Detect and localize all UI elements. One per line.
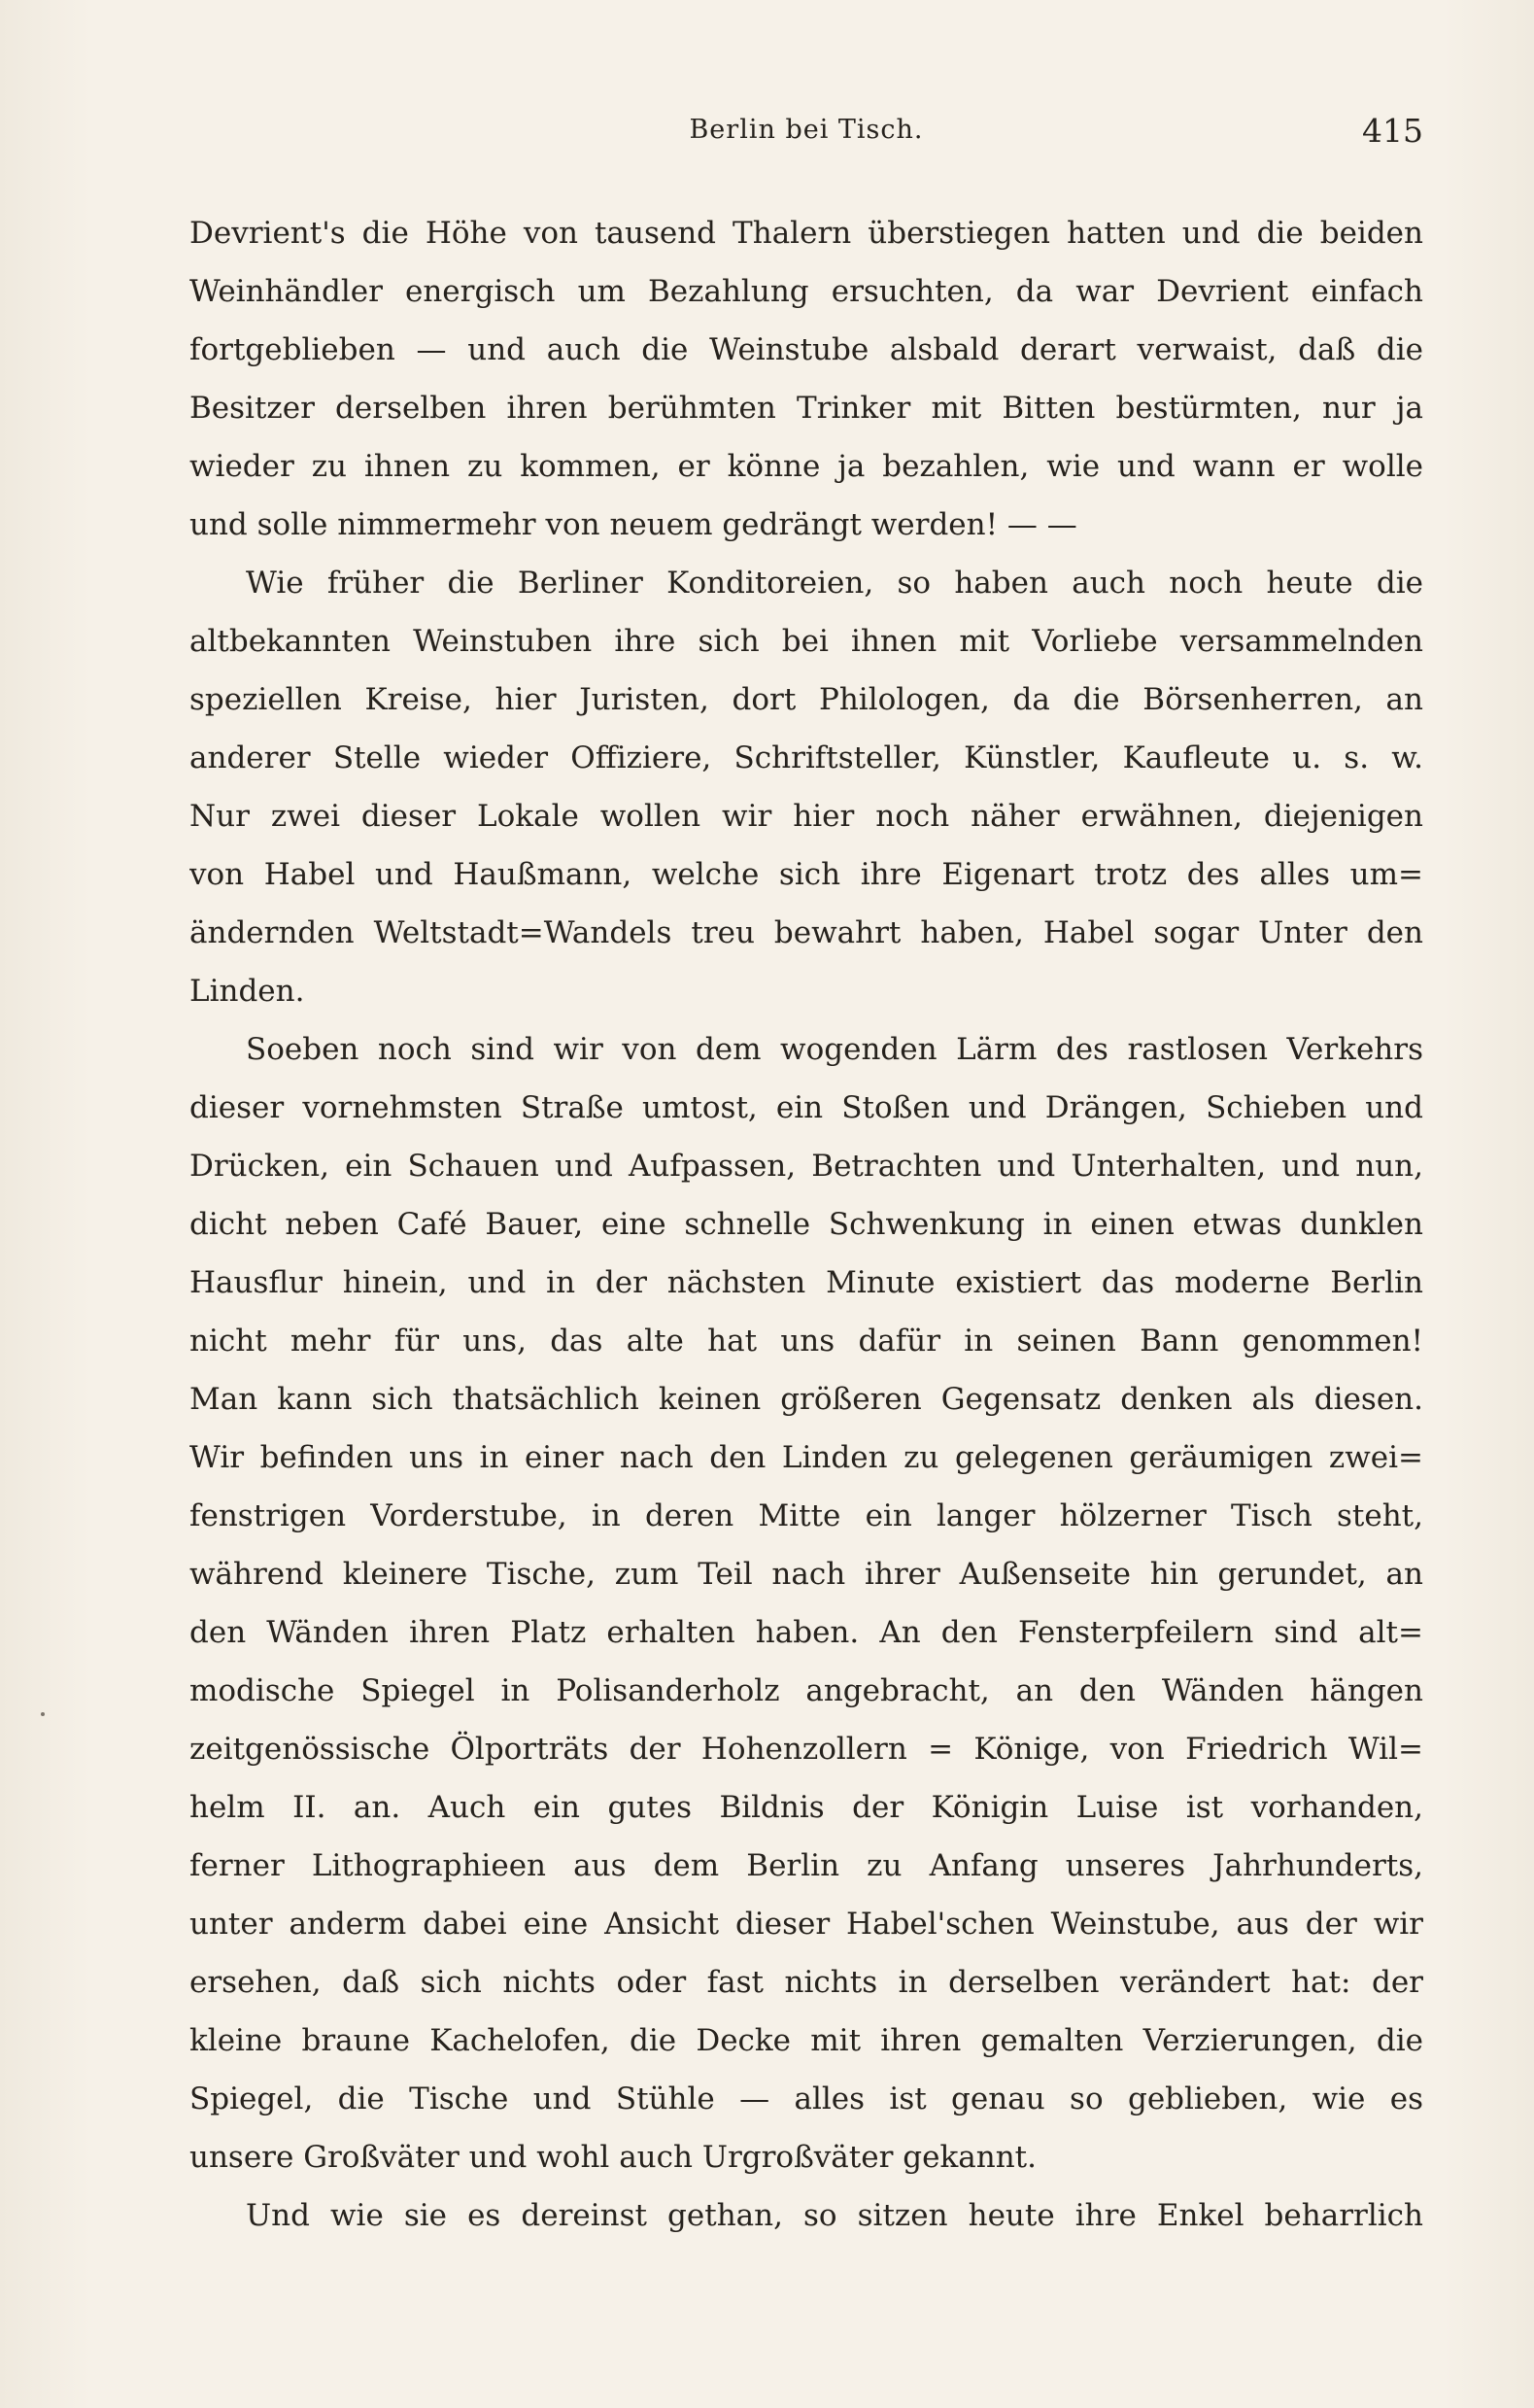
text-line: wieder zu ihnen zu kommen, er könne ja bezahlen, wie und wann er wolle <box>189 449 1423 484</box>
text-line: fenstrigen Vorderstube, in deren Mitte ein langer hölzerner Tisch steht, <box>189 1498 1423 1533</box>
text-line: unter anderm dabei eine Ansicht dieser Habel'schen Weinstube, aus der wir <box>189 1907 1423 1942</box>
text-line: kleine braune Kachelofen, die Decke mit ihren gemalten Verzierungen, die <box>189 2023 1423 2058</box>
text-line: unsere Großväter und wohl auch Urgroßväter gekannt. <box>189 2140 1037 2175</box>
text-line: von Habel und Haußmann, welche sich ihre Eigenart trotz des alles um= <box>189 857 1423 892</box>
text-line: modische Spiegel in Polisanderholz angebracht, an den Wänden hängen <box>189 1673 1423 1708</box>
text-line: Devrient's die Höhe von tausend Thalern überstiegen hatten und die beiden <box>189 216 1423 251</box>
margin-mark <box>41 1712 45 1716</box>
text-line: Wir befinden uns in einer nach den Linden zu gelegenen geräumigen zwei= <box>189 1440 1423 1475</box>
page-number: 415 <box>1362 112 1423 150</box>
text-line: zeitgenössische Ölporträts der Hohenzollern = Könige, von Friedrich Wil= <box>189 1732 1423 1767</box>
text-line: Besitzer derselben ihren berühmten Trinker mit Bitten bestürmten, nur ja <box>189 391 1423 426</box>
text-line: Man kann sich thatsächlich keinen größeren Gegensatz denken als diesen. <box>189 1382 1423 1417</box>
text-line: Soeben noch sind wir von dem wogenden Lärm des rastlosen Verkehrs <box>246 1032 1423 1067</box>
running-title: Berlin bei Tisch. <box>689 115 924 145</box>
text-line: anderer Stelle wieder Offiziere, Schriftsteller, Künstler, Kaufleute u. s. w. <box>189 740 1423 775</box>
text-line: Drücken, ein Schauen und Aufpassen, Betrachten und Unterhalten, und nun, <box>189 1149 1423 1184</box>
text-line: und solle nimmermehr von neuem gedrängt werden! — — <box>189 507 1077 542</box>
text-line: Hausflur hinein, und in der nächsten Minute existiert das moderne Berlin <box>189 1265 1423 1300</box>
body-text <box>189 204 1423 2245</box>
text-line: Linden. <box>189 974 305 1009</box>
text-line: Nur zwei dieser Lokale wollen wir hier noch näher erwähnen, diejenigen <box>189 799 1423 834</box>
text-line: nicht mehr für uns, das alte hat uns dafür in seinen Bann genommen! <box>189 1324 1423 1359</box>
text-line: speziellen Kreise, hier Juristen, dort Philologen, da die Börsenherren, an <box>189 682 1423 717</box>
text-line: dieser vornehmsten Straße umtost, ein Stoßen und Drängen, Schieben und <box>189 1090 1423 1125</box>
text-line: altbekannten Weinstuben ihre sich bei ihnen mit Vorliebe versammelnden <box>189 624 1423 659</box>
text-line: Wie früher die Berliner Konditoreien, so haben auch noch heute die <box>246 566 1423 601</box>
text-line: während kleinere Tische, zum Teil nach ihrer Außenseite hin gerundet, an <box>189 1557 1423 1592</box>
text-line: ändernden Weltstadt=Wandels treu bewahrt haben, Habel sogar Unter den <box>189 915 1423 950</box>
text-line: helm II. an. Auch ein gutes Bildnis der Königin Luise ist vorhanden, <box>189 1790 1423 1825</box>
text-line: ferner Lithographieen aus dem Berlin zu Anfang unseres Jahrhunderts, <box>189 1848 1423 1883</box>
text-line: den Wänden ihren Platz erhalten haben. An den Fensterpfeilern sind alt= <box>189 1615 1423 1650</box>
text-line: ersehen, daß sich nichts oder fast nichts in derselben verändert hat: der <box>189 1965 1423 2000</box>
text-line: dicht neben Café Bauer, eine schnelle Schwenkung in einen etwas dunklen <box>189 1207 1423 1242</box>
text-line: Spiegel, die Tische und Stühle — alles ist genau so geblieben, wie es <box>189 2081 1423 2116</box>
text-line: fortgeblieben — und auch die Weinstube alsbald derart verwaist, daß die <box>189 332 1423 367</box>
text-line: Und wie sie es dereinst gethan, so sitzen heute ihre Enkel beharrlich <box>246 2198 1423 2233</box>
text-line: Weinhändler energisch um Bezahlung ersuchten, da war Devrient einfach <box>189 274 1423 309</box>
running-head <box>189 112 1423 163</box>
